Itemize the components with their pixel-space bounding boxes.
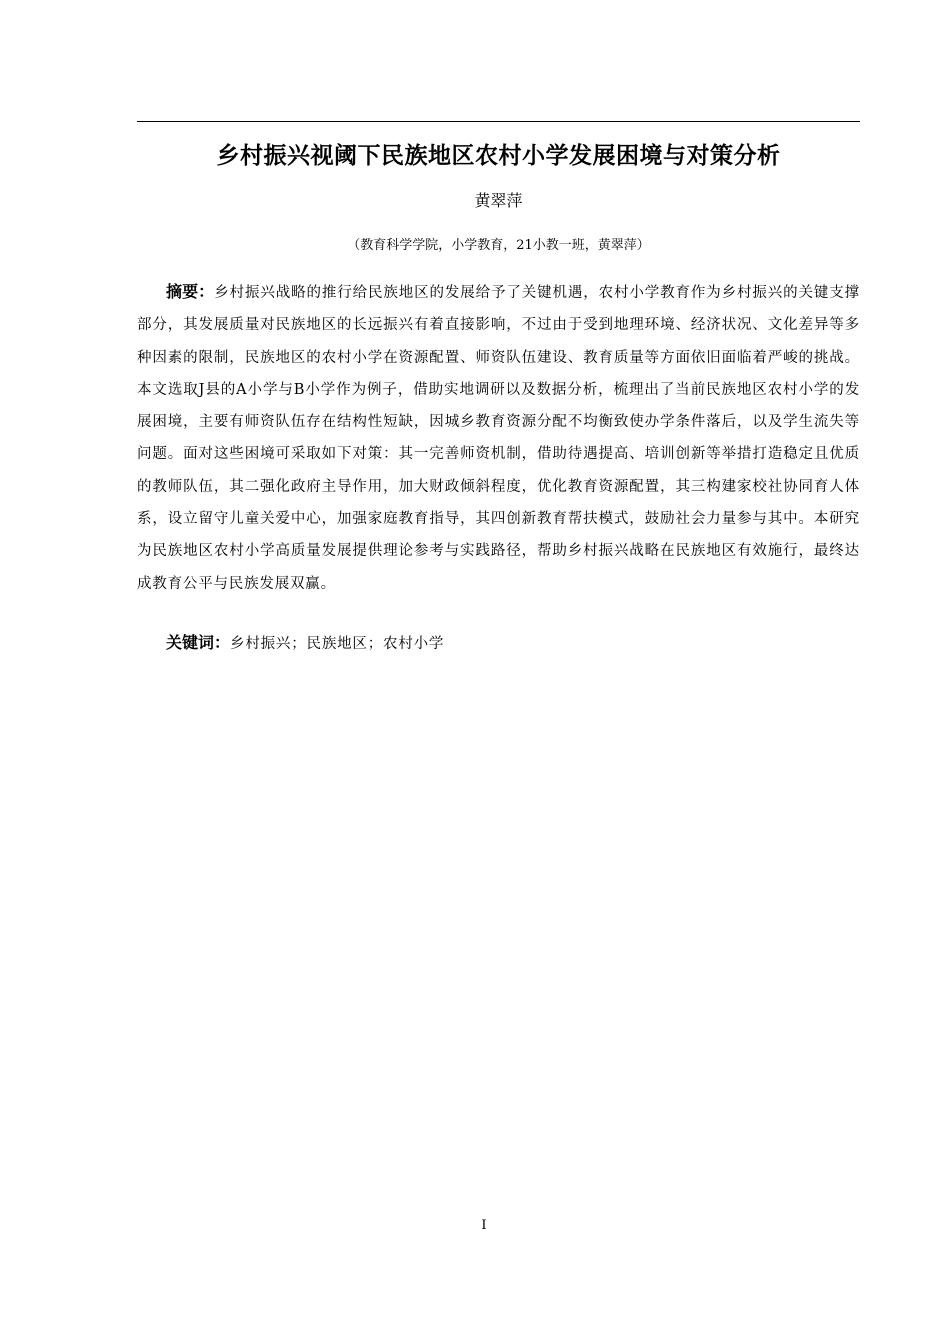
author-affiliation: （教育科学学院，小学教育，21小教一班，黄翠萍） [347,238,650,253]
abstract [137,276,860,600]
abstract-text: 乡村振兴战略的推行给民族地区的发展给予了关键机遇，农村小学教育作为乡村振兴的关键支撑部分，其发展质量对民族地区的长远振兴有着直接影响，不过由于受到地理环境、经济状况、文化差异等多种因素的限制，民族地区的农村小学在资源配置、师资队伍建设、教育质量等方面依旧面临着严峻的挑战。本文选取J县的A小学与B小学作为例子，借助实地调研以及数据分析，梳理出了当前民族地区农村小学的发展困境，主要有师资队伍存在结构性短缺，因城乡教育资源分配不均衡致使办学条件落后，以及学生流失等问题。面对这些困境可采取如下对策：其一完善师资机制，借助待遇提高、培训创新等举措打造稳定且优质的教师队伍，其二强化政府主导作用，加大财政倾斜程度，优化教育资源配置，其三构建家校社协同育人体系，设立留守儿童关爱中心，加强家庭教育指导，其四创新教育帮扶模式，鼓励社会力量参与其中。本研究为民族地区农村小学高质量发展提供理论参考与实践路径，帮助乡村振兴战略在民族地区有效施行，最终达成教育公平与民族发展双赢。 [137,285,860,592]
header-rule [137,121,860,122]
keywords [166,627,860,660]
page-number: I [481,1218,487,1233]
keywords-text: 乡村振兴；民族地区；农村小学 [230,636,445,652]
author-name: 黄翠萍 [474,191,523,210]
paper-title: 乡村振兴视阈下民族地区农村小学发展困境与对策分析 [216,143,781,169]
keywords-label: 关键词： [166,633,231,652]
abstract-label: 摘要： [166,282,215,301]
